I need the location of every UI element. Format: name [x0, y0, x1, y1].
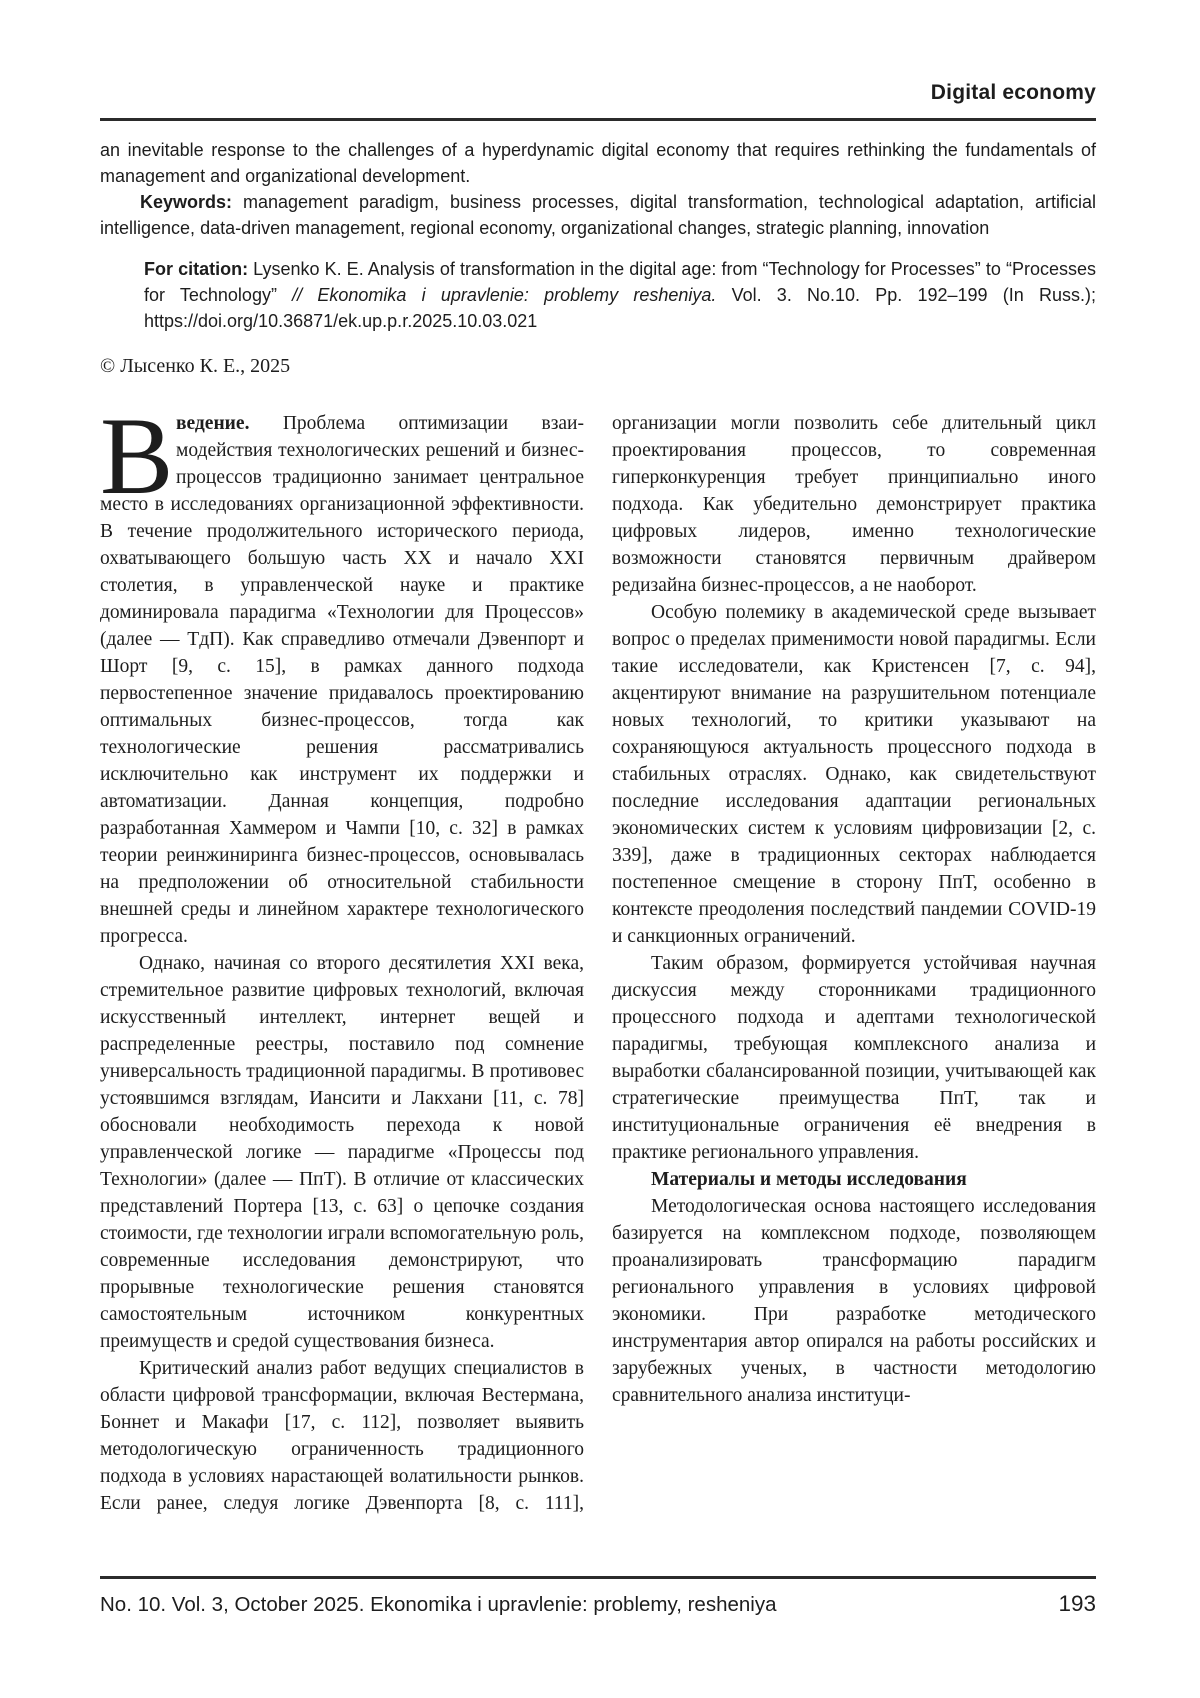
- methods-section-heading: Материалы и методы исследования: [651, 1169, 967, 1190]
- keywords-paragraph: [100, 189, 1096, 241]
- header-divider: [100, 118, 1096, 121]
- paragraph: Особую полемику в академической среде вызывает вопрос о пределах применимости новой парадигмы. Если такие исследователи, как Кристенсен [7, с. 94], акцентируют внимание на разрушительном потенциале новых технологий, то критики указывают на сохраняющуюся актуальность процессного подхода в стабильных отраслях. Однако, как свидетельствуют последние исследования адаптации региональных экономических систем к условиям цифровизации [2, с. 339], даже в традиционных секторах наблюдается постепенное смещение в сторону ПпТ, особенно в контексте преодоления последствий пандемии COVID-19 и санкционных ограничений.: [612, 602, 1096, 947]
- citation-label: For citation:: [144, 259, 249, 279]
- paragraph-introduction: [100, 410, 584, 950]
- copyright-line: © Лысенко К. Е., 2025: [100, 355, 291, 377]
- page-content: [100, 0, 1096, 1528]
- footer-divider: [100, 1576, 1096, 1579]
- paragraph: Критический анализ работ ведущих специалистов в области цифровой трансформации, включая Вестермана, Боннет и Макафи [17, с. 112], позволяет выявить методологическую ограниченность традиционного подхода в условиях нарастающей волатильности рынков. Если ранее, следуя логике Дэвенпорта [8, с. 111], организации могли позволить себе длительный цикл проектирования процессов, то современная гиперконкуренция требует принципиально иного подхода. Как убедительно демонстрирует практика цифровых лидеров, именно технологические возможности становятся первичным драйвером редизайна бизнес-процессов, а не наоборот.: [100, 413, 1096, 1514]
- introduction-paragraph-text: Проблема оптимизации взаимодействия технологических решений и бизнес-процессов традиционно занимает центральное место в исследованиях организационной эффективности. В течение продолжительного исторического периода, охватывающего большую часть XX и начало XXI столетия, в управленческой науке и практике доминировала парадигма «Технологии для Процессов» (далее — ТдП). Как справедливо отмечали Дэвенпорт и Шорт [9, с. 15], в рамках данного подхода первостепенное значение придавалось проектированию оптимальных бизнес-процессов, тогда как технологические решения рассматривались исключительно как инструмент их поддержки и автоматизации. Данная концепция, подробно разработанная Хаммером и Чампи [10, с. 32] в рамках теории реинжиниринга бизнес-процессов, основывалась на предположении об относительной стабильности внешней среды и линейном характере технологического прогресса.: [100, 413, 584, 947]
- keywords-label: Keywords:: [140, 192, 233, 212]
- article-body-columns: [100, 410, 1096, 1528]
- section-label: Digital economy: [930, 81, 1096, 104]
- citation-block: [144, 256, 1096, 334]
- page-footer: [100, 1590, 1096, 1619]
- abstract-tail-text: an inevitable response to the challenges of a hyperdynamic digital economy that requires rethinking the fundamentals of management and organizational development.: [100, 140, 1096, 186]
- journal-issue-line: No. 10. Vol. 3, October 2025. Ekonomika i upravlenie: problemy, resheniya: [100, 1593, 777, 1616]
- introduction-lead-word: ведение.: [176, 413, 250, 434]
- citation-journal-title: // Ekonomika i upravlenie: problemy resheniya.: [292, 285, 717, 305]
- paragraph: Методологическая основа настоящего исследования базируется на комплексном подходе, позволяющем проанализировать трансформацию парадигм регионального управления в условиях цифровой экономики. При разработке методического инструментария автор опирался на работы российских и зарубежных ученых, в частности методологию сравнительного анализа институци-: [612, 1196, 1096, 1406]
- paragraph: Однако, начиная со второго десятилетия XXI века, стремительное развитие цифровых технологий, включая искусственный интеллект, интернет вещей и распределенные реестры, поставило под сомнение универсальность традиционной парадигмы. В противовес устоявшимся взглядам, Иансити и Лакхани [11, с. 78] обосновали необходимость перехода к новой управленческой логике — парадигме «Процессы под Технологии» (далее — ПпТ). В отличие от классических представлений Портера [13, с. 63] о цепочке создания стоимости, где технологии играли вспомогательную роль, современные исследования демонстрируют, что прорывные технологические решения становятся самостоятельным источником конкурентных преимуществ и средой существования бизнеса.: [100, 953, 584, 1352]
- drop-cap: В: [100, 410, 174, 517]
- page-number: 193: [1058, 1591, 1096, 1616]
- keywords-text: management paradigm, business processes, digital transformation, technological adaptation, artificial intelligence, data-driven management, regional economy, organizational changes, strategic planning, innovation: [100, 192, 1096, 238]
- citation-text-before-journal: Lysenko K. E. Analysis of transformation in the digital age: from “Technology for Processes” to “Processes for Technology”: [144, 259, 1096, 305]
- paragraph: Таким образом, формируется устойчивая научная дискуссия между сторонниками традиционного процессного подхода и адептами технологической парадигмы, требующая комплексного анализа и выработки сбалансированной позиции, учитывающей как стратегические преимущества ПпТ, так и институциональные ограничения её внедрения в практике регионального управления.: [612, 953, 1096, 1163]
- citation-text-after-journal: Vol. 3. No.10. Pp. 192–199 (In Russ.); https://doi.org/10.36871/ek.up.p.r.2025.10.03.021: [144, 285, 1096, 331]
